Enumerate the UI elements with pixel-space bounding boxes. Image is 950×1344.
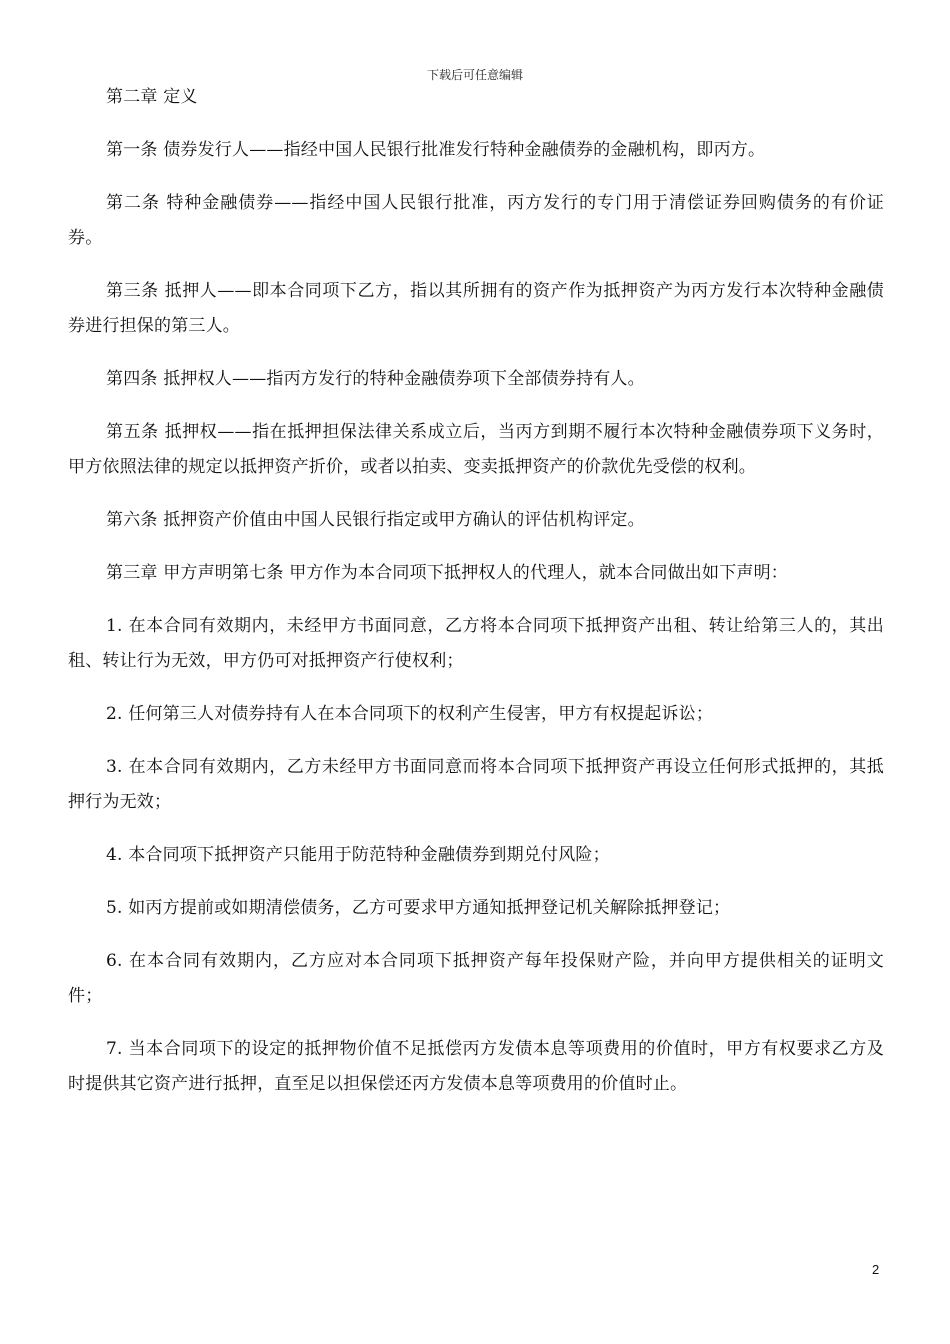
article-6: 第六条 抵押资产价值由中国人民银行指定或甲方确认的评估机构评定。: [106, 510, 645, 530]
declaration-item-1: 1. 在本合同有效期内，未经甲方书面同意，乙方将本合同项下抵押资产出租、转让给第三人的，其出租、转让行为无效，甲方仍可对抵押资产行使权利；: [68, 616, 884, 671]
declaration-item-4: 4. 本合同项下抵押资产只能用于防范特种金融债券到期兑付风险；: [106, 845, 610, 865]
chapter-heading-3: 第三章 甲方声明第七条 甲方作为本合同项下抵押权人的代理人，就本合同做出如下声明：: [106, 563, 789, 583]
chapter-heading-2: 第二章 定义: [106, 87, 198, 107]
header-note: 下载后可任意编辑: [426, 68, 523, 82]
article-5: 第五条 抵押权——指在抵押担保法律关系成立后，当丙方到期不履行本次特种金融债券项下义务时，甲方依照法律的规定以抵押资产折价，或者以拍卖、变卖抵押资产的价款优先受偿的权利。: [68, 422, 884, 477]
article-4: 第四条 抵押权人——指丙方发行的特种金融债券项下全部债券持有人。: [106, 369, 645, 389]
article-3: 第三条 抵押人——即本合同项下乙方，指以其所拥有的资产作为抵押资产为丙方发行本次特种金融债券进行担保的第三人。: [68, 281, 884, 336]
declaration-item-2: 2. 任何第三人对债券持有人在本合同项下的权利产生侵害，甲方有权提起诉讼；: [106, 704, 714, 724]
declaration-item-7: 7. 当本合同项下的设定的抵押物价值不足抵偿丙方发债本息等项费用的价值时，甲方有权要求乙方及时提供其它资产进行抵押，直至足以担保偿还丙方发债本息等项费用的价值时止。: [68, 1039, 884, 1094]
article-1: 第一条 债券发行人——指经中国人民银行批准发行特种金融债券的金融机构，即丙方。: [106, 140, 766, 160]
declaration-item-6: 6. 在本合同有效期内，乙方应对本合同项下抵押资产每年投保财产险，并向甲方提供相关的证明文件；: [68, 951, 884, 1006]
document-body: [68, 80, 884, 1120]
page-number: 2: [872, 1262, 880, 1277]
declaration-item-5: 5. 如丙方提前或如期清偿债务，乙方可要求甲方通知抵押登记机关解除抵押登记；: [106, 898, 731, 918]
declaration-item-3: 3. 在本合同有效期内，乙方未经甲方书面同意而将本合同项下抵押资产再设立任何形式抵押的，其抵押行为无效；: [68, 757, 884, 812]
article-2: 第二条 特种金融债券——指经中国人民银行批准，丙方发行的专门用于清偿证券回购债务的有价证券。: [68, 193, 884, 248]
